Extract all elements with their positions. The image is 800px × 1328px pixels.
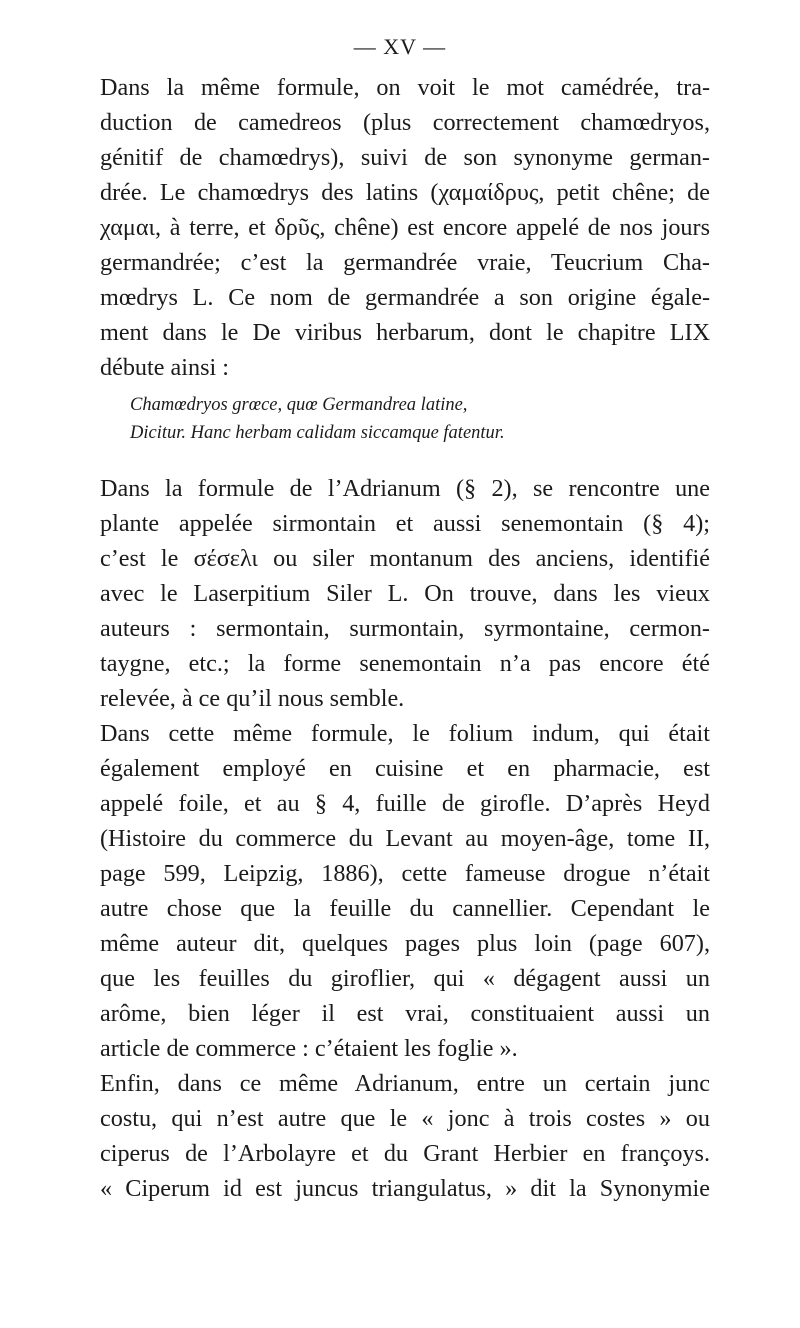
verse-line: Chamœdryos grœce, quœ Germandrea latine, — [130, 395, 468, 415]
text-line: avec le Laserpitium Siler L. On trouve, dans les vieux — [100, 580, 710, 607]
page-number-header: — XV — — [353, 34, 447, 59]
text-line: page 599, Leipzig, 1886), cette fameuse drogue n’était — [100, 860, 710, 887]
text-line: mœdrys L. Ce nom de germandrée a son origine égale- — [100, 284, 710, 311]
paragraph-folium-indum — [100, 716, 710, 1066]
text-line: relevée, à ce qu’il nous semble. — [100, 685, 405, 712]
text-line: même auteur dit, quelques pages plus loin (page 607), — [100, 930, 710, 957]
text-line: Dans la même formule, on voit le mot camédrée, tra- — [100, 74, 710, 101]
text-line: costu, qui n’est autre que le « jonc à trois costes » ou — [100, 1105, 710, 1132]
text-line: (Histoire du commerce du Levant au moyen-âge, tome II, — [100, 825, 710, 852]
paragraph-camedree — [100, 70, 710, 385]
text-line: germandrée; c’est la germandrée vraie, Teucrium Cha- — [100, 249, 710, 276]
text-line: génitif de chamœdrys), suivi de son synonyme german- — [100, 144, 710, 171]
paragraph-junc-costu — [100, 1066, 710, 1206]
text-line: Dans cette même formule, le folium indum, qui était — [100, 720, 710, 747]
text-line: Dans la formule de l’Adrianum (§ 2), se rencontre une — [100, 475, 710, 502]
text-line: duction de camedreos (plus correctement chamœdryos, — [100, 109, 710, 136]
text-line: drée. Le chamœdrys des latins (χαμαίδρυς, petit chêne; de — [100, 179, 710, 206]
text-line: ment dans le De viribus herbarum, dont le chapitre LIX — [100, 319, 710, 346]
text-line: arôme, bien léger il est vrai, constituaient aussi un — [100, 1000, 710, 1027]
text-line: ciperus de l’Arbolayre et du Grant Herbier en françoys. — [100, 1140, 710, 1167]
text-line: χαμαι, à terre, et δρῦς, chêne) est encore appelé de nos jours — [100, 214, 710, 241]
text-line: article de commerce : c’étaient les foglie ». — [100, 1035, 518, 1062]
text-line: taygne, etc.; la forme senemontain n’a pas encore été — [100, 650, 710, 677]
text-line: « Ciperum id est juncus triangulatus, » dit la Synonymie — [100, 1175, 710, 1202]
text-line: débute ainsi : — [100, 354, 229, 381]
text-line: c’est le σέσελι ou siler montanum des anciens, identifié — [100, 545, 710, 572]
latin-verse-quote — [130, 391, 710, 447]
verse-line: Dicitur. Hanc herbam calidam siccamque fatentur. — [130, 423, 505, 443]
text-line: également employé en cuisine et en pharmacie, est — [100, 755, 710, 782]
text-line: plante appelée sirmontain et aussi senemontain (§ 4); — [100, 510, 710, 537]
text-line: auteurs : sermontain, surmontain, syrmontaine, cermon- — [100, 615, 710, 642]
text-line: autre chose que la feuille du cannellier. Cependant le — [100, 895, 710, 922]
text-line: appelé foile, et au § 4, fuille de girofle. D’après Heyd — [100, 790, 710, 817]
text-line: Enfin, dans ce même Adrianum, entre un certain junc — [100, 1070, 710, 1097]
paragraph-adrianum-sirmontain — [100, 471, 710, 716]
text-line: que les feuilles du giroflier, qui « dégagent aussi un — [100, 965, 710, 992]
